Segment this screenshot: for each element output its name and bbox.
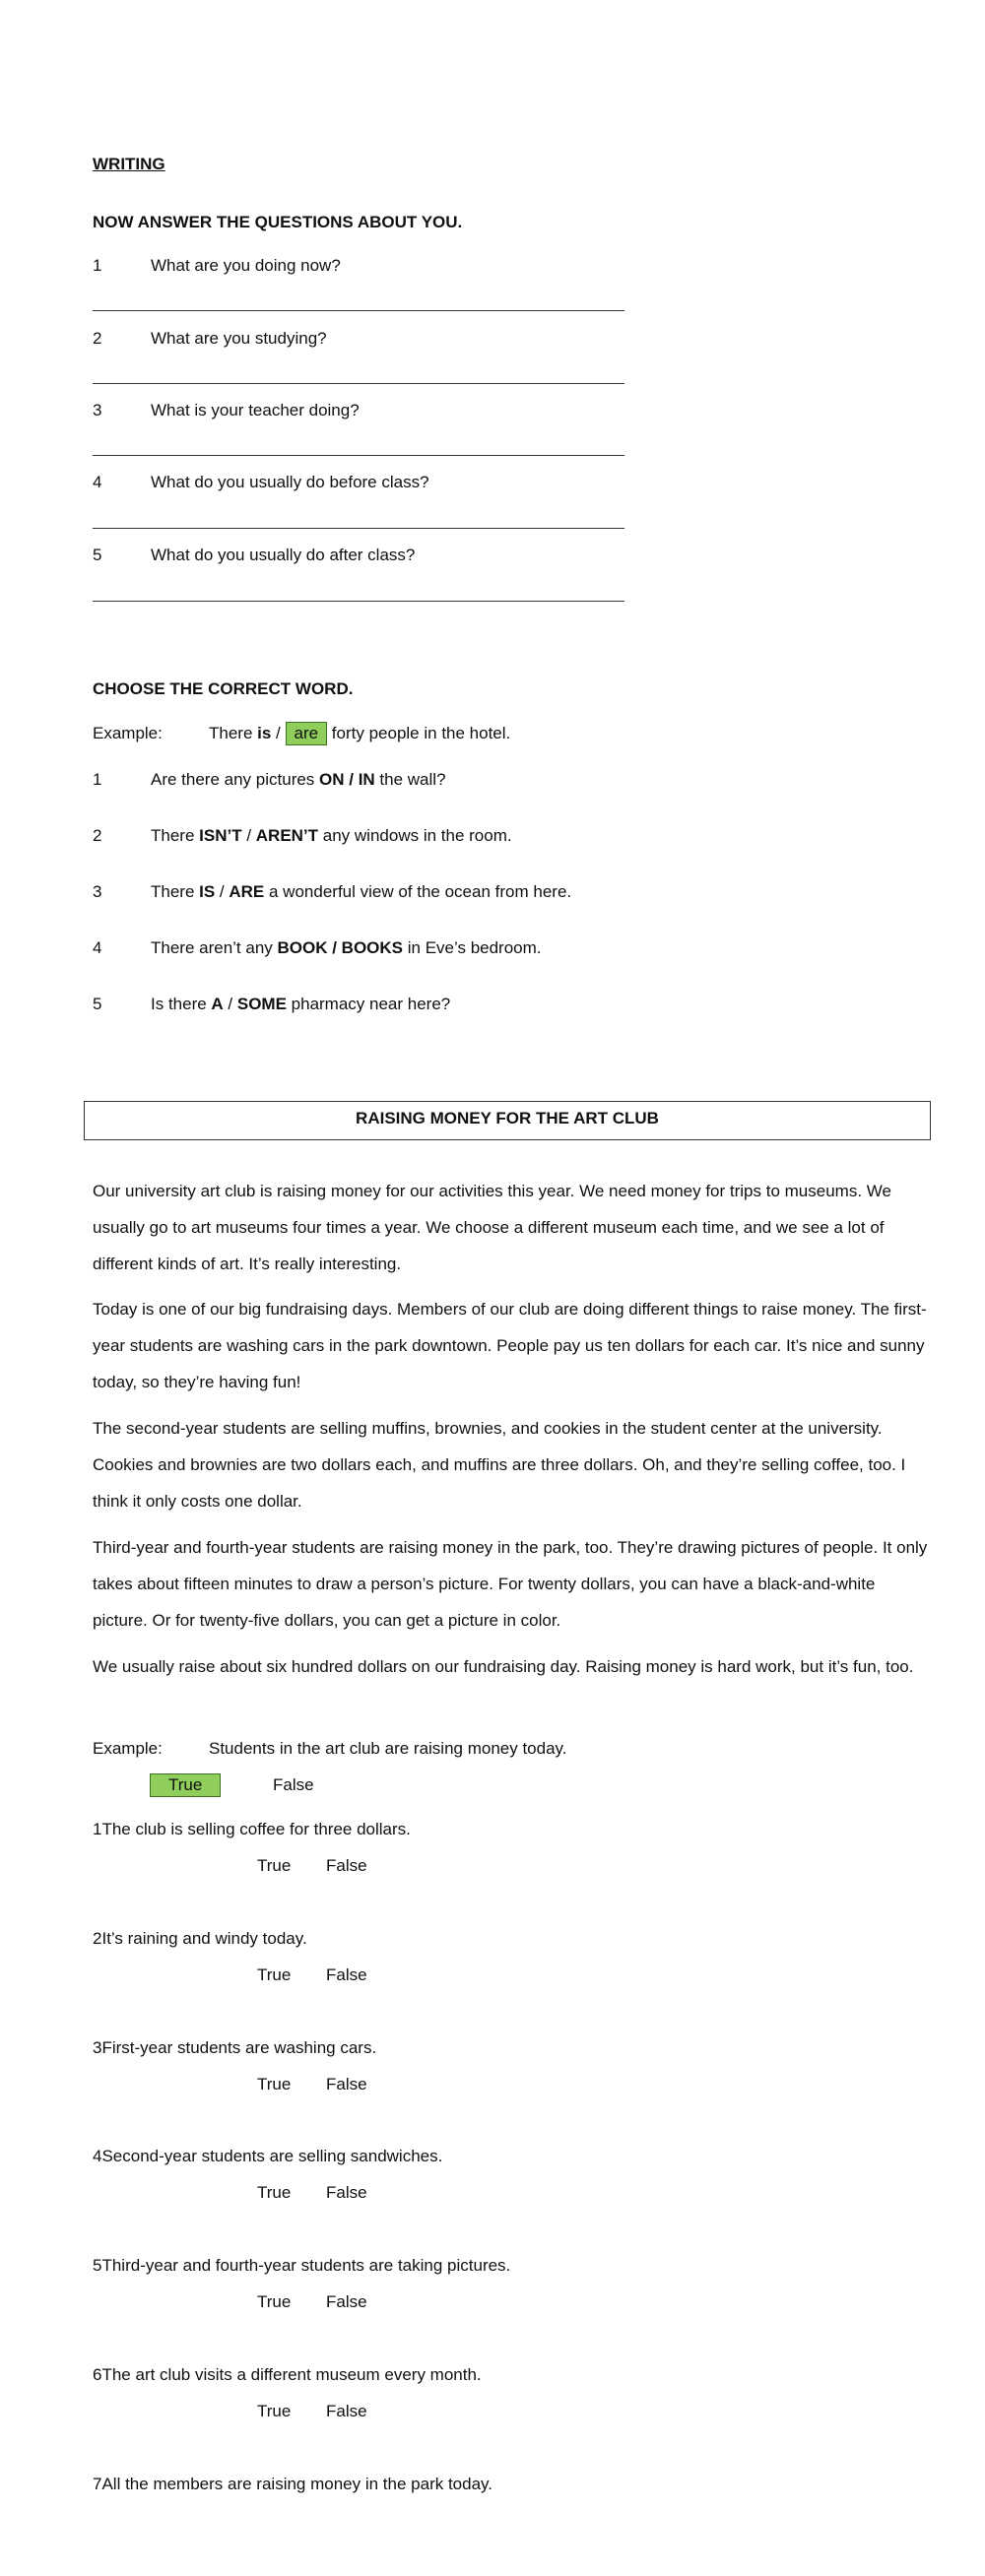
statement: 1The club is selling coffee for three dollars. xyxy=(93,1820,411,1838)
choose-title: CHOOSE THE CORRECT WORD. xyxy=(93,679,354,698)
statement: 7All the members are raising money in the park today. xyxy=(93,2475,493,2493)
question-text: What are you studying? xyxy=(151,329,327,348)
statement: 6The art club visits a different museum every month. xyxy=(93,2365,482,2384)
question-text: What is your teacher doing? xyxy=(151,401,360,419)
question-text: What are you doing now? xyxy=(151,256,341,275)
answer-line[interactable] xyxy=(93,310,624,311)
question-number: 4 xyxy=(93,473,102,491)
false-option[interactable]: False xyxy=(326,2183,367,2202)
answer-line[interactable] xyxy=(93,455,624,456)
example-label: Example: xyxy=(93,724,163,742)
true-option[interactable]: True xyxy=(257,2075,292,2093)
false-option[interactable]: False xyxy=(326,2292,367,2311)
item-number: 1 xyxy=(93,770,102,789)
word-choice-b[interactable]: ARE xyxy=(229,882,265,901)
choice-item: Are there any pictures ON / IN the wall? xyxy=(151,770,446,789)
true-option[interactable]: True xyxy=(257,2292,292,2311)
reading-paragraph: Today is one of our big fundraising days. Members of our club are doing different things to raise money. The first-year students are washing cars in the park downtown. People pay us ten dollars for each car. It’s nice and sunny today, so they’re having fun! xyxy=(93,1300,927,1391)
writing-title: WRITING xyxy=(93,155,165,173)
example-label: Example: xyxy=(93,1739,163,1758)
question-text: What do you usually do after class? xyxy=(151,546,416,564)
word-choice-a[interactable]: A xyxy=(211,995,224,1013)
item-number: 3 xyxy=(93,882,102,901)
reading-paragraph: Our university art club is raising money for our activities this year. We need money for trips to museums. We usually go to art museums four times a year. We choose a different museum each time, and we see a lot of different kinds of art. It’s really interesting. xyxy=(93,1182,891,1273)
statement: 4Second-year students are selling sandwiches. xyxy=(93,2147,443,2165)
statement: 2It’s raining and windy today. xyxy=(93,1929,307,1948)
word-choice-b[interactable]: SOME xyxy=(236,995,287,1013)
reading-paragraph: Third-year and fourth-year students are raising money in the park, too. They’re drawing pictures of people. It only takes about fifteen minutes to draw a person’s picture. For twenty dollars, you can have a black-and-white picture. Or for twenty-five dollars, you can get a picture in color. xyxy=(93,1538,928,1630)
true-option[interactable]: True xyxy=(257,2402,292,2420)
item-number: 2 xyxy=(93,826,102,845)
reading-title-box xyxy=(84,1101,931,1140)
reading-paragraph: The second-year students are selling muffins, brownies, and cookies in the student center at the university. Cookies and brownies are two dollars each, and muffins are three dollars. Oh, and they’re selling coffee, too. I think it only costs one dollar. xyxy=(93,1419,906,1511)
statement: 5Third-year and fourth-year students are taking pictures. xyxy=(93,2256,511,2275)
choice-item: There aren’t any BOOK / BOOKS in Eve’s bedroom. xyxy=(151,938,542,957)
answer-line[interactable] xyxy=(93,383,624,384)
choice-item: There ISN’T / AREN’T any windows in the room. xyxy=(151,826,512,845)
true-option-selected: True xyxy=(150,1773,221,1797)
false-option[interactable]: False xyxy=(326,2402,367,2420)
question-number: 1 xyxy=(93,256,102,275)
question-number: 3 xyxy=(93,401,102,419)
false-option: False xyxy=(273,1775,314,1794)
question-number: 2 xyxy=(93,329,102,348)
item-number: 4 xyxy=(93,938,102,957)
true-option[interactable]: True xyxy=(257,1856,292,1875)
example-sentence: There is / are forty people in the hotel. xyxy=(209,722,510,745)
selected-answer: are xyxy=(286,722,328,745)
true-option[interactable]: True xyxy=(257,2183,292,2202)
true-option[interactable]: True xyxy=(257,1965,292,1984)
question-number: 5 xyxy=(93,546,102,564)
answer-line[interactable] xyxy=(93,528,624,529)
word-choice-a[interactable]: ISN’T xyxy=(199,826,242,845)
choice-item: There IS / ARE a wonderful view of the ocean from here. xyxy=(151,882,572,901)
choice-item: Is there A / SOME pharmacy near here? xyxy=(151,995,451,1013)
word-choice-b[interactable]: AREN’T xyxy=(255,826,319,845)
reading-paragraph: We usually raise about six hundred dollars on our fundraising day. Raising money is hard work, but it’s fun, too. xyxy=(93,1657,914,1676)
question-text: What do you usually do before class? xyxy=(151,473,429,491)
false-option[interactable]: False xyxy=(326,1965,367,1984)
writing-instruction: NOW ANSWER THE QUESTIONS ABOUT YOU. xyxy=(93,213,463,231)
word-choice-a[interactable]: IS xyxy=(199,882,216,901)
example-statement: Students in the art club are raising money today. xyxy=(209,1739,567,1758)
word-choice[interactable]: BOOK / BOOKS xyxy=(277,938,404,957)
statement: 3First-year students are washing cars. xyxy=(93,2038,377,2057)
reading-title: RAISING MONEY FOR THE ART CLUB xyxy=(356,1109,659,1127)
word-choice[interactable]: ON / IN xyxy=(319,770,375,789)
answer-line[interactable] xyxy=(93,601,624,602)
false-option[interactable]: False xyxy=(326,1856,367,1875)
false-option[interactable]: False xyxy=(326,2075,367,2093)
item-number: 5 xyxy=(93,995,102,1013)
